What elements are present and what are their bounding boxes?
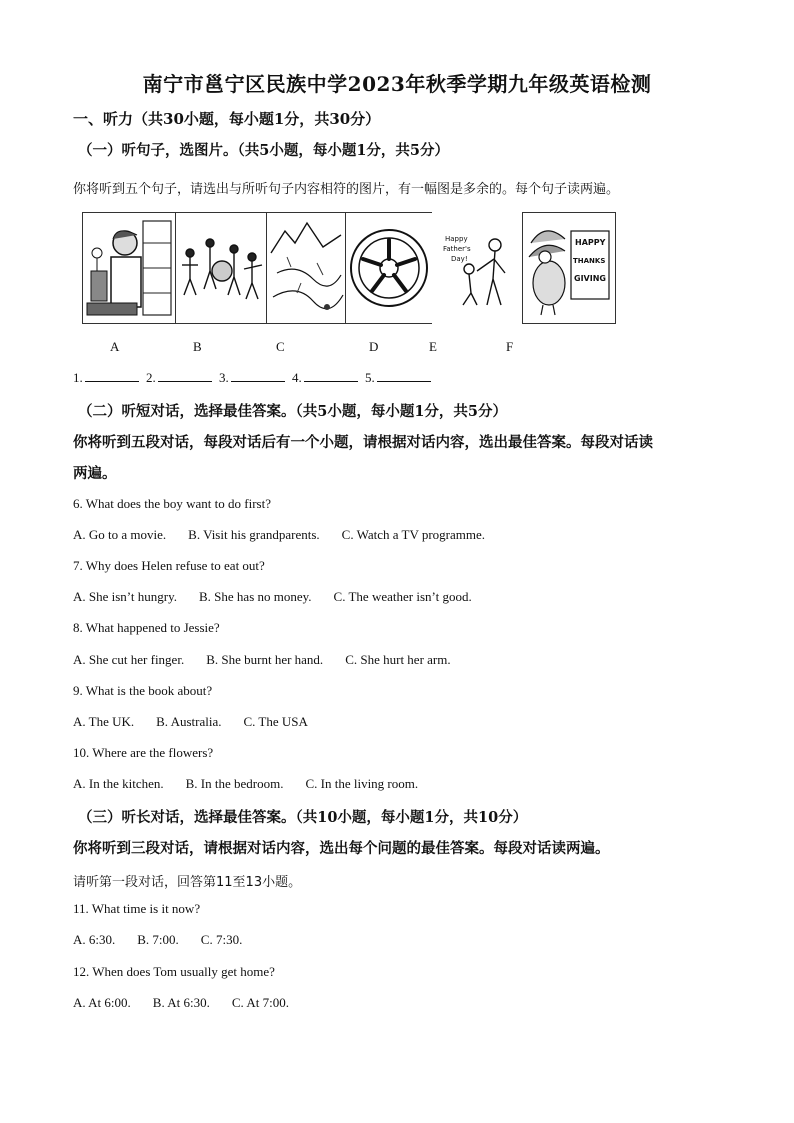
blank-label-1: 1.	[73, 370, 83, 385]
answer-blank-2[interactable]	[158, 370, 212, 382]
picture-letter-c: C	[276, 339, 285, 354]
part1-instruction: 你将听到五个句子，请选出与所听句子内容相符的图片，有一幅图是多余的。每个句子读两遍。	[73, 182, 620, 197]
option-7b[interactable]: B. She has no money.	[199, 589, 312, 604]
blank-label-5: 5.	[365, 370, 375, 385]
section-heading-listening: 一、听力（共30小题，每小题1分，共30分）	[73, 110, 381, 128]
option-6b[interactable]: B. Visit his grandparents.	[188, 527, 320, 542]
option-12a[interactable]: A. At 6:00.	[73, 995, 131, 1010]
picture-letter-b: B	[193, 339, 202, 354]
f-sign-text-1: HAPPY	[575, 238, 606, 247]
option-10b[interactable]: B. In the bedroom.	[185, 776, 284, 791]
answer-blank-4[interactable]	[304, 370, 358, 382]
part2-instruction-line1: 你将听到五段对话，每段对话后有一个小题，请根据对话内容，选出最佳答案。每段对话读	[73, 434, 653, 451]
part1-heading: （一）听句子，选图片。（共5小题，每小题1分，共5分）	[78, 142, 450, 159]
option-10a[interactable]: A. In the kitchen.	[73, 776, 164, 791]
question-12: 12. When does Tom usually get home?	[73, 964, 275, 979]
e-sign-text-3: Day!	[451, 255, 468, 263]
answer-blank-1[interactable]	[85, 370, 139, 382]
answer-blank-5[interactable]	[377, 370, 431, 382]
answer-blanks-row	[73, 370, 435, 386]
part2-heading: （二）听短对话，选择最佳答案。（共5小题，每小题1分，共5分）	[78, 403, 508, 420]
option-8a[interactable]: A. She cut her finger.	[73, 652, 185, 667]
f-sign-text-3: GIVING	[574, 274, 606, 283]
option-11c[interactable]: C. 7:30.	[200, 932, 243, 947]
picture-a-scientist	[82, 212, 176, 324]
picture-letter-row	[0, 339, 794, 359]
blank-label-3: 3.	[219, 370, 229, 385]
option-8b[interactable]: B. She burnt her hand.	[206, 652, 324, 667]
option-12b[interactable]: B. At 6:30.	[152, 995, 210, 1010]
question-7: 7. Why does Helen refuse to eat out?	[73, 558, 265, 573]
option-12c[interactable]: C. At 7:00.	[231, 995, 289, 1010]
page-title: 南宁市邕宁区民族中学2023年秋季学期九年级英语检测	[142, 72, 652, 96]
part2-instruction-line2: 两遍。	[73, 465, 117, 482]
options-12	[73, 995, 311, 1011]
options-7	[73, 589, 494, 605]
question-9: 9. What is the book about?	[73, 683, 213, 698]
blank-label-2: 2.	[146, 370, 156, 385]
option-11a[interactable]: A. 6:30.	[73, 932, 116, 947]
option-8c[interactable]: C. She hurt her arm.	[345, 652, 451, 667]
option-6a[interactable]: A. Go to a movie.	[73, 527, 167, 542]
question-8: 8. What happened to Jessie?	[73, 620, 220, 635]
option-11b[interactable]: B. 7:00.	[137, 932, 179, 947]
option-6c[interactable]: C. Watch a TV programme.	[341, 527, 486, 542]
question-6: 6. What does the boy want to do first?	[73, 496, 271, 511]
picture-d-wheel	[345, 212, 433, 324]
question-11: 11. What time is it now?	[73, 901, 201, 916]
question-10: 10. Where are the flowers?	[73, 745, 214, 760]
option-9c[interactable]: C. The USA	[243, 714, 308, 729]
answer-blank-3[interactable]	[231, 370, 285, 382]
part3-sub-instruction: 请听第一段对话，回答第11至13小题。	[73, 875, 302, 890]
option-10c[interactable]: C. In the living room.	[305, 776, 419, 791]
options-10	[73, 776, 440, 792]
options-6	[73, 527, 507, 543]
part3-instruction: 你将听到三段对话，请根据对话内容，选出每个问题的最佳答案。每段对话读两遍。	[73, 840, 610, 857]
blank-label-4: 4.	[292, 370, 302, 385]
f-sign-text-2: THANKS	[573, 257, 606, 265]
option-9b[interactable]: B. Australia.	[156, 714, 222, 729]
part3-heading: （三）听长对话，选择最佳答案。（共10小题，每小题1分，共10分）	[78, 809, 528, 826]
options-11	[73, 932, 264, 948]
option-7a[interactable]: A. She isn’t hungry.	[73, 589, 177, 604]
picture-letter-f: F	[506, 339, 514, 354]
picture-letter-a: A	[110, 339, 120, 354]
picture-letter-d: D	[369, 339, 379, 354]
picture-f-thanksgiving	[522, 212, 616, 324]
picture-b-band	[175, 212, 267, 324]
picture-c-landscape	[266, 212, 346, 324]
options-8	[73, 652, 473, 668]
option-9a[interactable]: A. The UK.	[73, 714, 135, 729]
e-sign-text-2: Father's	[443, 245, 471, 253]
e-sign-text-1: Happy	[445, 235, 468, 243]
picture-letter-e: E	[429, 339, 437, 354]
picture-e-fathers-day	[432, 212, 530, 324]
option-7c[interactable]: C. The weather isn’t good.	[333, 589, 472, 604]
picture-strip	[82, 212, 616, 324]
options-9	[73, 714, 330, 730]
